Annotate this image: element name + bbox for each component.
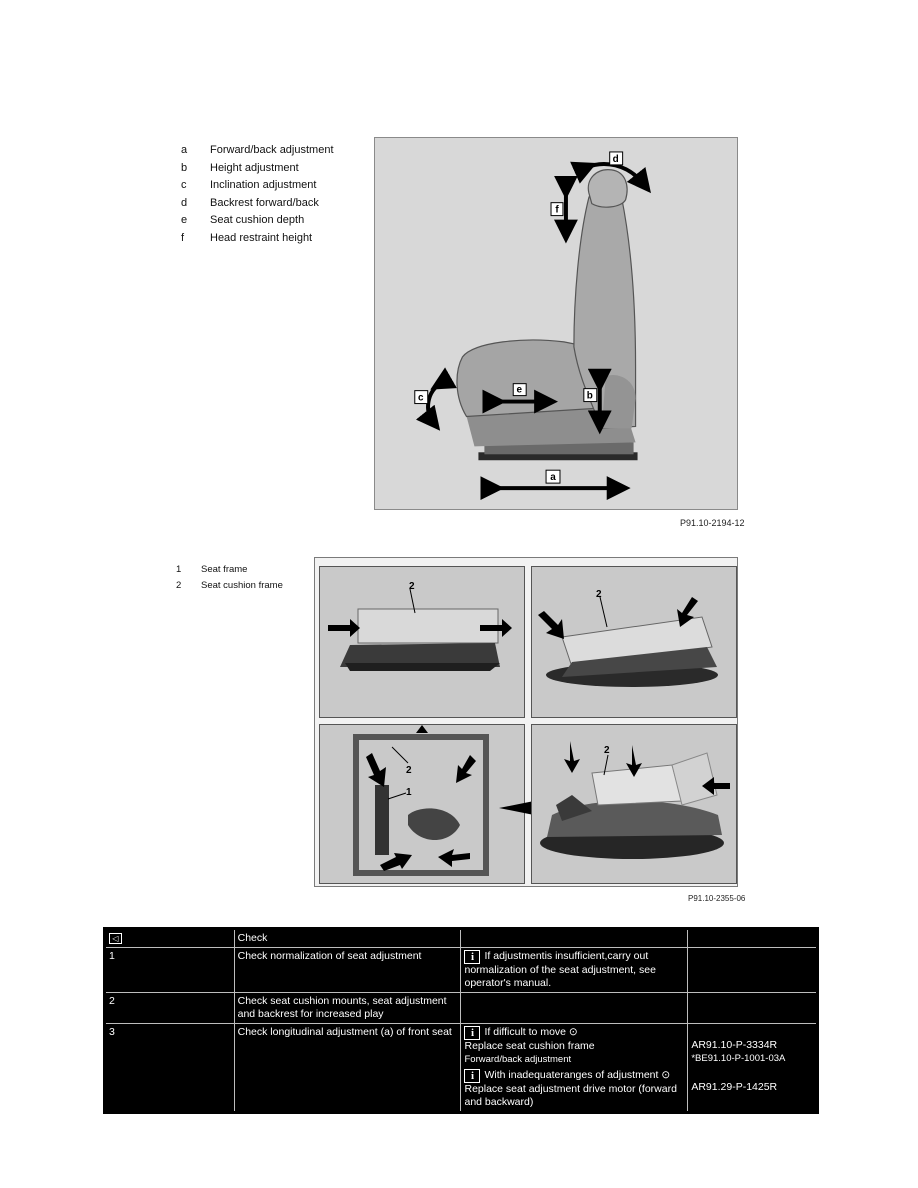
figure2-caption: P91.10-2355-06 [688,894,746,903]
label-a: a [550,472,556,484]
header-reference [688,929,818,948]
legend-item: e Seat cushion depth [181,214,305,227]
remedy-cell: i If adjustmentis insufficient,carry out normalization of the seat adjustment, see operator's manual. [461,948,688,993]
legend-item: b Height adjustment [181,161,299,174]
action-text: Replace seat cushion frame [464,1040,595,1052]
small-circle-icon: ⊙ [661,1069,671,1081]
label-f: f [555,204,559,216]
panel-top-view [319,724,525,884]
check-table [103,927,819,1114]
arrow-icon [366,753,386,787]
legend-item: 2 Seat cushion frame [176,580,283,591]
arrow-inclination [428,384,441,422]
legend-item: d Backrest forward/back [181,196,319,209]
check-text: Check longitudinal adjustment (a) of front seat [234,1024,461,1113]
panel-angled-view [531,566,737,718]
label-e: e [516,384,522,396]
step-number: 1 [105,948,235,993]
reference-cell [688,993,818,1024]
label-2: 2 [604,745,610,756]
remedy-cell [461,993,688,1024]
info-icon: i [464,950,480,964]
step-number: 2 [105,993,235,1024]
label-1: 1 [406,787,412,798]
table-row [105,1024,818,1113]
label-c: c [417,392,424,404]
action-subtext: Forward/back adjustment [464,1054,572,1065]
check-text: Check normalization of seat adjustment [234,948,461,993]
arrow-icon [538,611,564,639]
info-icon: i [464,1069,480,1083]
arrow-icon [456,755,476,783]
small-circle-icon: ⊙ [568,1026,578,1038]
label-2: 2 [406,765,412,776]
step-number: 3 [105,1024,235,1113]
legend-item: c Inclination adjustment [181,179,317,192]
arrow-icon [438,849,470,867]
header-step [105,929,235,948]
seat-adjustment-figure [374,137,738,510]
table-row [105,948,818,993]
panel-mechanism-view [531,724,737,884]
legend-item: a Forward/back adjustment [181,144,334,156]
arrow-icon [380,853,412,871]
table-row [105,993,818,1024]
cushion-frame [358,609,498,643]
legend-item: 1 Seat frame [176,564,248,575]
figure1-caption: P91.10-2194-12 [680,518,745,528]
arrow-icon [564,741,580,773]
header-remedy [461,929,688,948]
reference-link[interactable]: AR91.29-P-1425R [691,1081,778,1093]
action-text: Replace seat adjustment drive motor (forward and backward) [464,1083,677,1108]
head-restraint [588,170,627,208]
check-text: Check seat cushion mounts, seat adjustment and backrest for increased play [234,993,461,1024]
arrow-icon [328,619,360,637]
label-2: 2 [596,589,602,600]
reference-cell [688,948,818,993]
legend-adjustments [181,142,334,248]
legend-item: f Head restraint height [181,231,313,244]
panel-side-view [319,566,525,718]
label-d: d [612,153,619,165]
seat-illustration [375,138,737,509]
table-header-row [105,929,818,948]
seat-frame-figure [314,557,738,887]
remedy-cell: i If difficult to move ⊙ Replace seat cushion frame Forward/back adjustment i With inadequateranges of adjustment ⊙ Replace seat adjustment drive motor (forward and backward) [461,1024,688,1113]
speaker-icon: ◁ [109,933,122,944]
info-icon: i [464,1026,480,1040]
label-2: 2 [409,581,415,592]
label-b: b [586,390,593,402]
header-check: Check [234,929,461,948]
legend-frames [176,562,283,594]
reference-link[interactable]: AR91.10-P-3334R [691,1039,778,1051]
reference-link[interactable]: *BE91.10-P-1001-03A [691,1053,786,1064]
reference-cell [688,1024,818,1113]
